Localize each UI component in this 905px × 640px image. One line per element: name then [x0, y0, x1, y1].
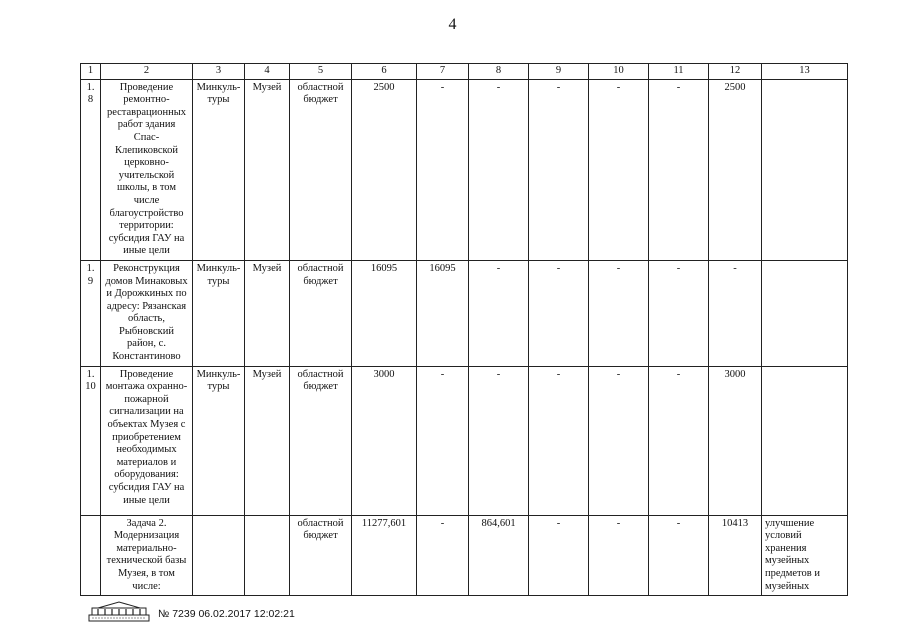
funding-source: областной бюджет [290, 260, 352, 366]
value-year: - [417, 515, 469, 596]
funding-source: областной бюджет [290, 79, 352, 260]
value-total: 11277,601 [352, 515, 417, 596]
value-year: 2500 [709, 79, 762, 260]
value-year: - [529, 260, 589, 366]
funding-source: областной бюджет [290, 366, 352, 515]
item-name: Задача 2. Модернизация материально-технической базы Музея, в том числе: [101, 515, 193, 596]
value-year: - [529, 515, 589, 596]
value-year: - [469, 366, 529, 515]
column-header: 3 [193, 64, 245, 80]
value-year: - [417, 366, 469, 515]
participant: Музей [245, 366, 290, 515]
column-header: 12 [709, 64, 762, 80]
participant: Музей [245, 79, 290, 260]
value-year: - [529, 366, 589, 515]
document-stamp [88, 600, 348, 622]
value-year: - [529, 79, 589, 260]
value-year: 3000 [709, 366, 762, 515]
value-year: - [649, 260, 709, 366]
column-header: 10 [589, 64, 649, 80]
column-number-row [81, 64, 848, 80]
item-number: 1.10 [81, 366, 101, 515]
value-year: 16095 [417, 260, 469, 366]
table-row [81, 515, 848, 596]
column-header: 9 [529, 64, 589, 80]
funding-source: областной бюджет [290, 515, 352, 596]
column-header: 7 [417, 64, 469, 80]
column-header: 5 [290, 64, 352, 80]
value-year: 10413 [709, 515, 762, 596]
value-year: - [589, 515, 649, 596]
item-name: Проведение монтажа охранно-пожарной сигнализации на объектах Музея с приобретением необходимых материалов и оборудования: субсидия ГАУ на иные цели [101, 366, 193, 515]
value-year: - [417, 79, 469, 260]
executor: Минкуль-туры [193, 366, 245, 515]
table-row [81, 366, 848, 515]
column-header: 11 [649, 64, 709, 80]
value-year: - [589, 260, 649, 366]
program-table [80, 63, 848, 596]
column-header: 2 [101, 64, 193, 80]
value-year: 864,601 [469, 515, 529, 596]
value-year: - [469, 260, 529, 366]
value-year: - [589, 366, 649, 515]
column-header: 4 [245, 64, 290, 80]
column-header: 6 [352, 64, 417, 80]
table-row [81, 260, 848, 366]
expected-result: улучшение условий хранения музейных предметов и музейных [762, 515, 848, 596]
column-header: 1 [81, 64, 101, 80]
stamp-text [158, 608, 295, 622]
value-total: 2500 [352, 79, 417, 260]
value-year: - [649, 366, 709, 515]
item-number: 1.8 [81, 79, 101, 260]
participant: Музей [245, 260, 290, 366]
expected-result [762, 366, 848, 515]
expected-result [762, 260, 848, 366]
stamp-registration: 7239 06.02.2017 12:02:21 [172, 608, 295, 620]
executor: Минкуль-туры [193, 260, 245, 366]
building-seal-icon [88, 600, 150, 622]
value-total: 3000 [352, 366, 417, 515]
executor [193, 515, 245, 596]
table-row [81, 79, 848, 260]
column-header: 13 [762, 64, 848, 80]
item-number [81, 515, 101, 596]
page-number: 4 [448, 16, 457, 33]
value-year: - [589, 79, 649, 260]
item-number: 1.9 [81, 260, 101, 366]
participant [245, 515, 290, 596]
value-year: - [649, 515, 709, 596]
column-header: 8 [469, 64, 529, 80]
executor: Минкуль-туры [193, 79, 245, 260]
stamp-number-sign: № [158, 608, 170, 620]
item-name: Реконструкция домов Минаковых и Дорожкиных по адресу: Рязанская область, Рыбновский район, с. Константиново [101, 260, 193, 366]
value-year: - [649, 79, 709, 260]
value-total: 16095 [352, 260, 417, 366]
item-name: Проведение ремонтно-реставрационных работ здания Спас-Клепиковской церковно-учительской школы, в том числе благоустройство территории: субсидия ГАУ на иные цели [101, 79, 193, 260]
value-year: - [709, 260, 762, 366]
value-year: - [469, 79, 529, 260]
expected-result [762, 79, 848, 260]
